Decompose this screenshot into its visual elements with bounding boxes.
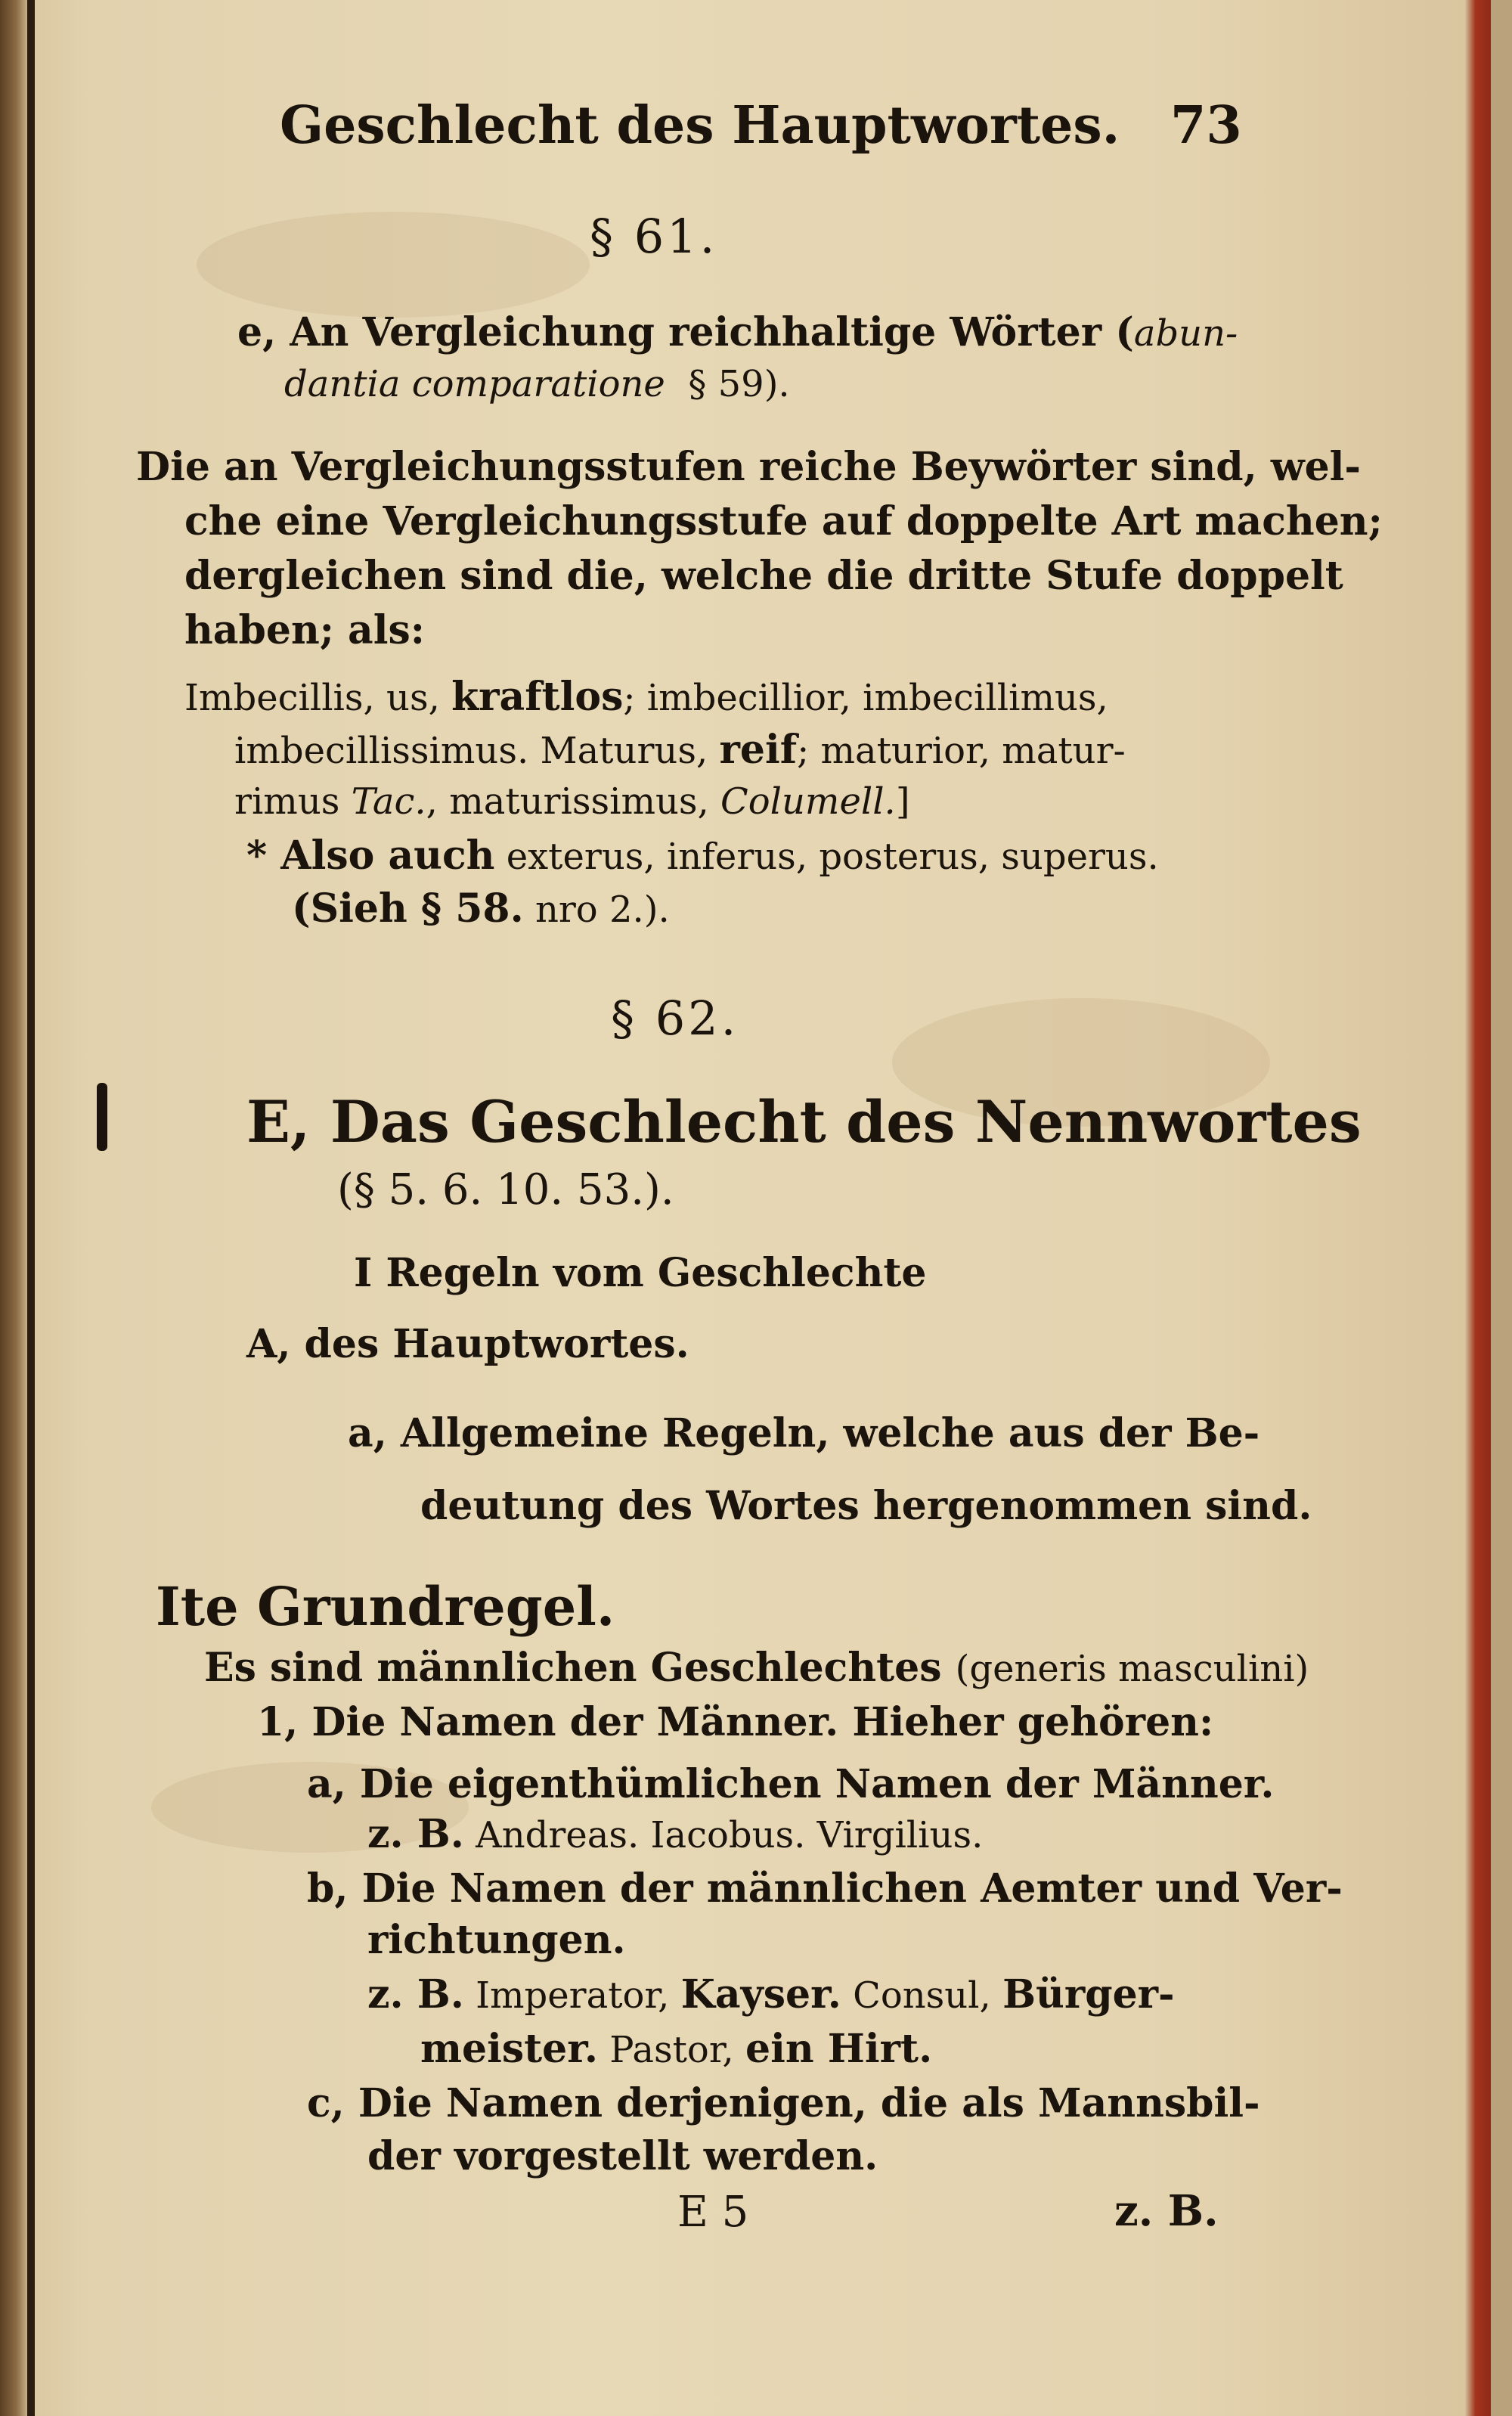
paragraph-line: haben; als: <box>184 607 425 653</box>
red-page-edge <box>1465 0 1491 2416</box>
section-number: § 61. <box>590 209 718 264</box>
inner-margin-edge <box>27 0 35 2416</box>
running-title: Geschlecht des Hauptwortes. <box>280 95 1120 156</box>
example-line: rimus Tac., maturissimus, Columell.] <box>234 780 910 823</box>
grundregel-heading: Ite Grundregel. <box>156 1575 615 1638</box>
chapter-title: E, Das Geschlecht des Nennwortes <box>246 1088 1362 1155</box>
rule-subitem: c, Die Namen derjenigen, die als Mannsbil- <box>307 2080 1260 2126</box>
example-line: Imbecillis, us, kraftlos; imbecillior, imbecillimus, <box>184 674 1108 720</box>
rule-heading: I Regeln vom Geschlechte <box>354 1250 927 1296</box>
rule-subitem-cont: der vorgestellt werden. <box>367 2133 878 2179</box>
example-line: z. B. Imperator, Kayser. Consul, Bürger- <box>367 1971 1175 2017</box>
note-line: (Sieh § 58. nro 2.). <box>292 885 670 932</box>
subsection-line: deutung des Wortes hergenommen sind. <box>420 1483 1312 1529</box>
section-number: § 62. <box>611 991 739 1046</box>
subsection-line: a, Allgemeine Regeln, welche aus der Be- <box>348 1410 1260 1456</box>
catchword: z. B. <box>1114 2186 1219 2236</box>
paragraph-line: che eine Vergleichungsstufe auf doppelte Art machen; <box>184 498 1383 544</box>
example-line: meister. Pastor, ein Hirt. <box>420 2026 933 2072</box>
chapter-title-ref: (§ 5. 6. 10. 53.). <box>337 1165 674 1214</box>
rule-subitem: b, Die Namen der männlichen Aemter und Ver- <box>307 1865 1343 1912</box>
paragraph-line: dergleichen sind die, welche die dritte Stufe doppelt <box>184 553 1343 599</box>
section-heading-cont: dantia comparatione § 59). <box>284 363 790 405</box>
subsection-heading: A, des Hauptwortes. <box>246 1321 689 1367</box>
paper-stain <box>197 212 590 318</box>
rule-subitem-cont: richtungen. <box>367 1917 626 1963</box>
rule-item: 1, Die Namen der Männer. Hieher gehören: <box>257 1699 1214 1745</box>
example-line: z. B. Andreas. Iacobus. Virgilius. <box>367 1811 984 1857</box>
signature-mark: E 5 <box>677 2188 749 2237</box>
binding-gutter <box>0 0 27 2416</box>
margin-ink-mark <box>97 1083 107 1151</box>
section-heading: e, An Vergleichung reichhaltige Wörter (abun- <box>237 309 1238 355</box>
paragraph-line: Die an Vergleichungsstufen reiche Beywörter sind, wel- <box>136 444 1361 490</box>
note-line: * Also auch exterus, inferus, posterus, superus. <box>246 833 1159 879</box>
page-number: 73 <box>1170 95 1242 156</box>
rule-subitem: a, Die eigenthümlichen Namen der Männer. <box>307 1761 1275 1807</box>
example-line: imbecillissimus. Maturus, reif; maturior, matur- <box>234 727 1126 773</box>
rule-intro: Es sind männlichen Geschlechtes (generis masculini) <box>204 1645 1309 1691</box>
